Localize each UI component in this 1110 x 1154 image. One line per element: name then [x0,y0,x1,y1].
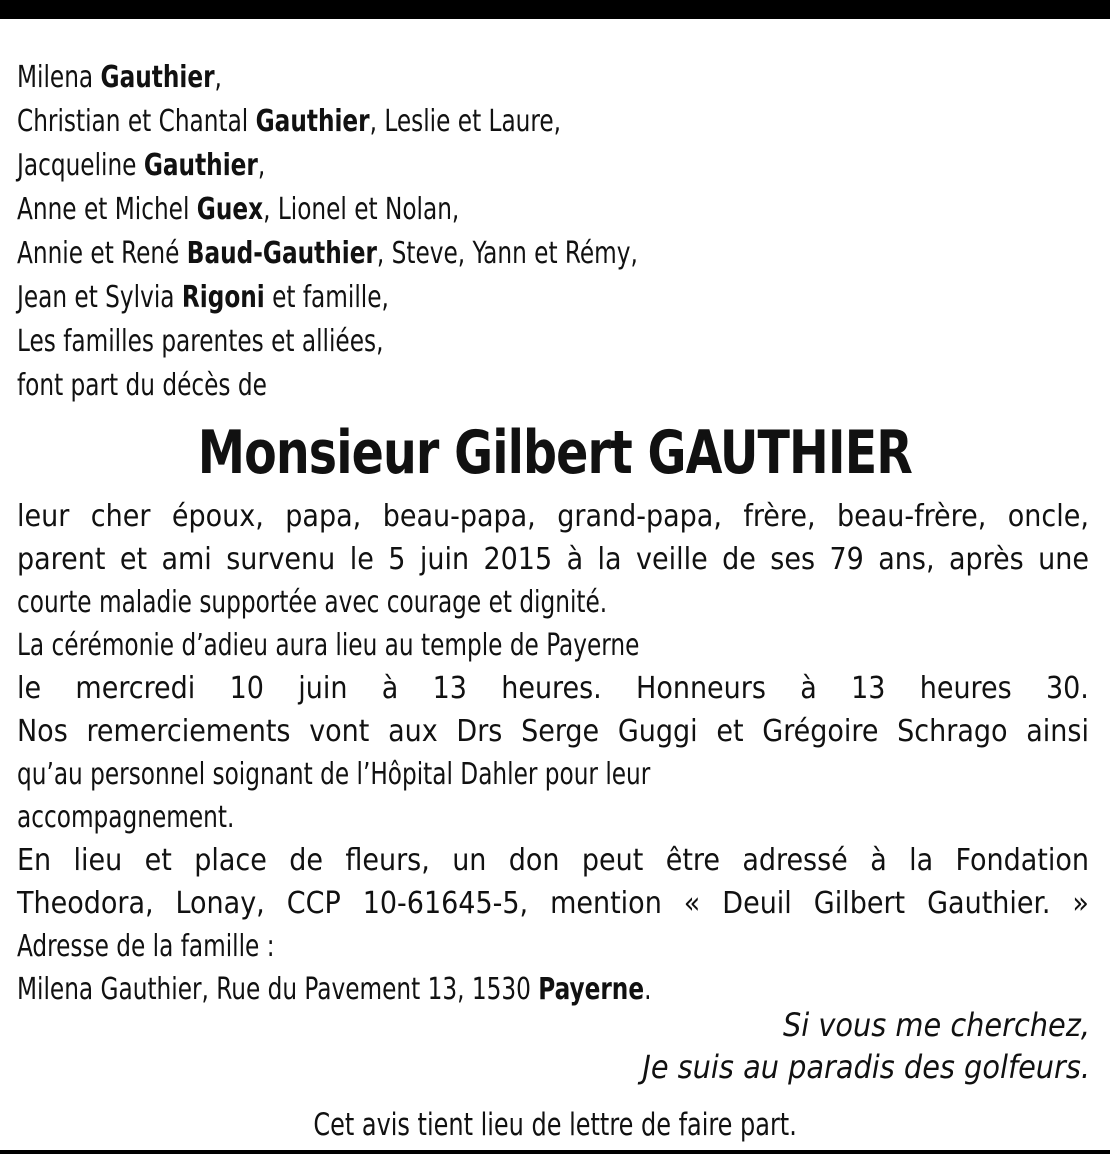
body-word: de [289,843,323,878]
body-word: beau-frère, [837,499,987,534]
body-word: la [597,542,622,577]
body-word: Serge [521,714,600,749]
body-word: 30. [1045,671,1089,706]
body-word: à [870,843,887,878]
body-word: papa, [285,499,362,534]
family-surname: Guex [196,192,264,227]
body-word: 13 [432,671,467,706]
body-word: mercredi [75,671,196,706]
body-word: CCP [286,886,341,921]
body-word: juin [298,671,348,706]
announcement-line: font part du décès de [17,368,267,403]
body-word: époux, [171,499,264,534]
body-word: Fondation [955,843,1089,878]
family-line: Christian et Chantal Gauthier, Leslie et Laure, [17,104,562,139]
family-line: Milena Gauthier, [17,60,222,95]
body-line [17,841,1089,884]
body-word: juin [419,542,470,577]
body-word: à [800,671,817,706]
body-word: à [566,542,584,577]
body-word: 10 [229,671,264,706]
family-surname: Baud-Gauthier [186,236,377,271]
body-word: un [452,843,487,878]
body-word: grand-papa, [557,499,722,534]
body-word: Schrago [897,714,1008,749]
body-word: » [1072,886,1089,921]
family-surname: Gauthier [255,104,370,139]
body-word: Drs [456,714,503,749]
body-line [17,669,1089,712]
body-word: Lonay, [175,886,265,921]
family-surname: Gauthier [100,60,215,95]
body-word: mention [550,886,662,921]
family-line: Annie et René Baud-Gauthier, Steve, Yann et Rémy, [17,236,638,271]
family-line: Les familles parentes et alliées, [17,324,384,359]
body-word: Gauthier. [927,886,1051,921]
body-word: Theodora, [17,886,154,921]
body-word: Guggi [617,714,698,749]
body-word: une [1038,542,1089,577]
family-line: Anne et Michel Guex, Lionel et Nolan, [17,192,460,227]
body-word: heures. [501,671,602,706]
body-word: de [722,542,756,577]
body-word: « [683,886,701,921]
body-word: et [119,542,148,577]
body-word: Deuil [722,886,792,921]
body-line: La cérémonie d’adieu aura lieu au temple de Payerne [17,628,640,663]
notice-body [17,497,1089,1013]
body-word: vont [309,714,370,749]
body-line [17,540,1089,583]
body-word: 5 [388,542,406,577]
deceased-name: Monsieur Gilbert GAUTHIER [197,418,913,488]
family-line: Jean et Sylvia Rigoni et famille, [17,280,389,315]
family-surname: Rigoni [181,280,265,315]
body-word: la [909,843,934,878]
body-word: Honneurs [636,671,766,706]
family-address: Milena Gauthier, Rue du Pavement 13, 1530 Payerne. [17,972,652,1007]
body-word: veille [636,542,708,577]
body-word: cher [90,499,151,534]
body-word: place [194,843,267,878]
body-word: peut [581,843,644,878]
body-word: aux [388,714,438,749]
body-word: le [349,542,374,577]
epitaph [642,1005,1090,1089]
body-word: Nos [17,714,68,749]
body-word: remerciements [86,714,291,749]
epitaph-line: Si vous me cherchez, [782,1006,1090,1044]
epitaph-line: Je suis au paradis des golfeurs. [642,1048,1090,1086]
body-line [17,884,1089,927]
body-word: adressé [742,843,848,878]
address-label: Adresse de la famille : [17,929,275,964]
family-line: Jacqueline Gauthier, [17,148,266,183]
body-word: le [17,671,42,706]
body-word: 10-61645-5, [362,886,529,921]
footer-note: Cet avis tient lieu de lettre de faire part. [313,1107,797,1143]
body-word: ainsi [1026,714,1089,749]
family-list [17,58,1089,410]
body-word: survenu [226,542,336,577]
body-word: et [144,843,172,878]
body-word: heures [919,671,1012,706]
body-word: frère, [743,499,816,534]
address-city: Payerne [538,972,645,1007]
body-word: parent [17,542,106,577]
family-surname: Gauthier [143,148,258,183]
body-word: et [716,714,744,749]
body-word: Gilbert [813,886,906,921]
body-line: courte maladie supportée avec courage et dignité. [17,585,608,620]
body-word: 2015 [483,542,553,577]
body-line: qu’au personnel soignant de l’Hôpital Dahler pour leur [17,757,651,792]
body-word: beau-papa, [382,499,536,534]
body-word: après [948,542,1024,577]
body-line [17,712,1089,755]
body-word: leur [17,499,70,534]
top-rule [0,0,1110,19]
body-word: don [508,843,560,878]
body-word: lieu [73,843,123,878]
body-word: En [17,843,52,878]
body-line [17,497,1089,540]
body-word: ami [161,542,212,577]
body-word: Grégoire [762,714,879,749]
body-line: accompagnement. [17,800,235,835]
bottom-rule [0,1150,1110,1154]
body-word: être [665,843,720,878]
body-word: ans, [878,542,935,577]
body-word: fleurs, [345,843,430,878]
body-word: à [381,671,399,706]
body-word: ses [770,542,816,577]
body-word: oncle, [1007,499,1089,534]
body-word: 79 [829,542,864,577]
body-word: 13 [851,671,886,706]
